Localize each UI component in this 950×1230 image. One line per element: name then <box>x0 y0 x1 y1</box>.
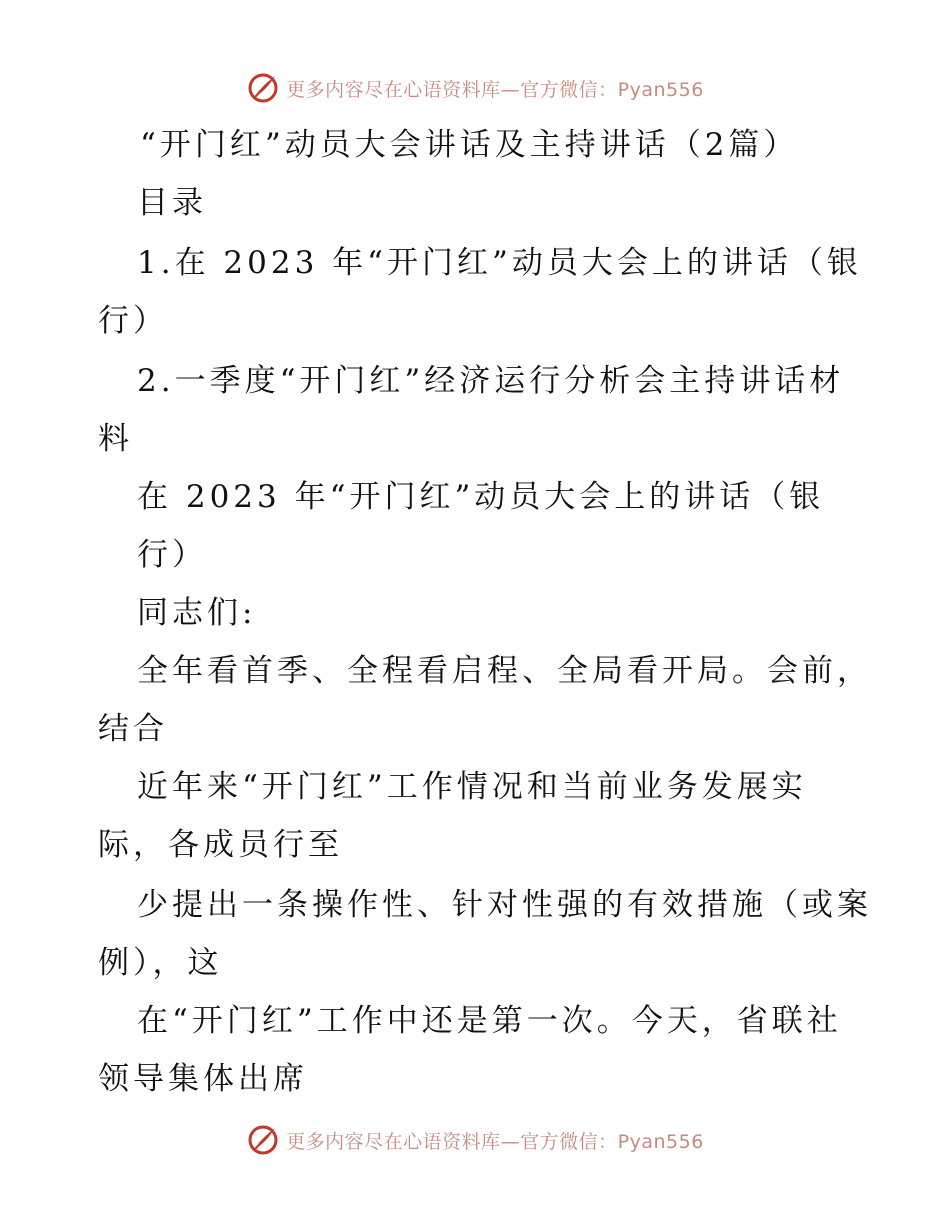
salutation: 同志们: <box>137 595 257 631</box>
watermark-text: 更多内容尽在心语资料库—官方微信：Pyan556 <box>286 78 704 101</box>
paragraph-3-line2: 例），这 <box>98 945 223 981</box>
toc-heading: 目录 <box>137 185 207 221</box>
feather-pen-logo-icon <box>246 71 280 105</box>
feather-pen-logo-icon <box>246 1123 280 1157</box>
toc-item-1-line1: 1.在 2023 年“开门红”动员大会上的讲话（银 <box>137 245 862 281</box>
section-title-line2: 行） <box>137 537 207 573</box>
paragraph-1-line1: 全年看首季、全程看启程、全局看开局。会前， <box>137 653 872 689</box>
toc-item-2-line2: 料 <box>98 421 133 457</box>
paragraph-1-line2: 结合 <box>98 711 168 747</box>
paragraph-2-line1: 近年来“开门红”工作情况和当前业务发展实 <box>137 769 807 805</box>
watermark-header <box>0 70 950 106</box>
paragraph-4-line2: 领导集体出席 <box>98 1061 308 1097</box>
paragraph-2-line2: 际，各成员行至 <box>98 827 343 863</box>
toc-item-2-line1: 2.一季度“开门红”经济运行分析会主持讲话材 <box>137 363 845 399</box>
watermark-text: 更多内容尽在心语资料库—官方微信：Pyan556 <box>286 1130 704 1153</box>
section-title-line1: 在 2023 年“开门红”动员大会上的讲话（银 <box>137 479 825 515</box>
toc-item-1-line2: 行） <box>98 303 168 339</box>
document-title: “开门红”动员大会讲话及主持讲话（2篇） <box>140 127 799 163</box>
watermark-footer <box>0 1122 950 1158</box>
paragraph-3-line1: 少提出一条操作性、针对性强的有效措施（或案 <box>137 887 872 923</box>
paragraph-4-line1: 在“开门红”工作中还是第一次。今天，省联社 <box>137 1003 842 1039</box>
